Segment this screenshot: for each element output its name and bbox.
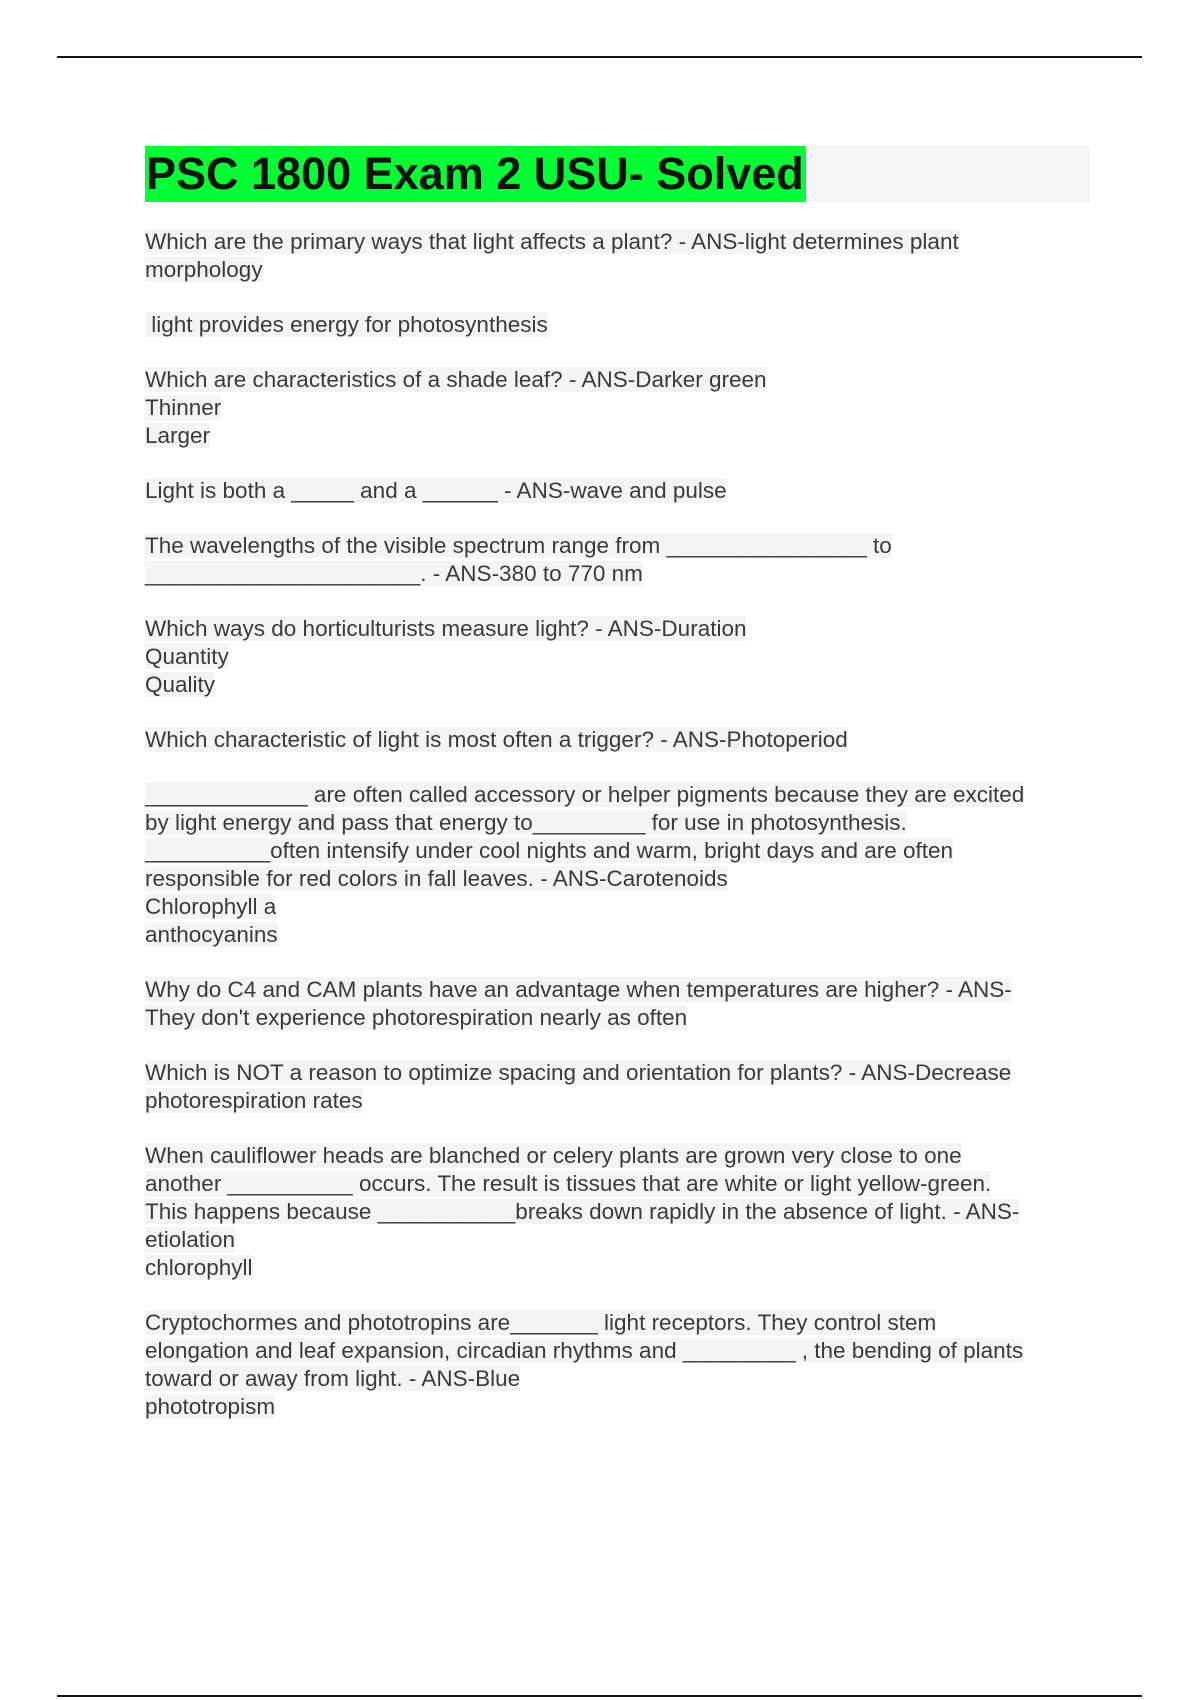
qa-line (145, 1226, 1090, 1254)
qa-item (145, 366, 1090, 450)
qa-line-text: The wavelengths of the visible spectrum range from ________________ to (145, 533, 892, 558)
qa-item (145, 976, 1090, 1032)
qa-line-text: Quality (145, 672, 216, 697)
qa-line-text: Which are characteristics of a shade leaf? - ANS-Darker green (145, 367, 767, 392)
qa-line-text: anthocyanins (145, 922, 278, 947)
qa-line-text: etiolation (145, 1227, 236, 1252)
qa-line (145, 837, 1090, 865)
top-rule (57, 56, 1142, 58)
qa-line-text: toward or away from light. - ANS-Blue (145, 1366, 521, 1391)
qa-line (145, 1059, 1090, 1087)
qa-line-text: When cauliflower heads are blanched or celery plants are grown very close to one (145, 1143, 962, 1168)
document-title: PSC 1800 Exam 2 USU- Solved (145, 146, 806, 202)
qa-line-text: Cryptochormes and phototropins are_______ light receptors. They control stem (145, 1310, 937, 1335)
qa-line (145, 1393, 1090, 1421)
qa-line (145, 1198, 1090, 1226)
qa-line-text: photorespiration rates (145, 1088, 363, 1113)
qa-line-text: They don't experience photorespiration nearly as often (145, 1005, 688, 1030)
qa-line (145, 1087, 1090, 1115)
qa-line (145, 1254, 1090, 1282)
qa-line-text: Which are the primary ways that light affects a plant? - ANS-light determines plant (145, 229, 959, 254)
qa-line (145, 1004, 1090, 1032)
qa-line-text: morphology (145, 257, 263, 282)
qa-line-text: light provides energy for photosynthesis (145, 312, 548, 337)
bottom-rule (57, 1695, 1142, 1697)
qa-line (145, 726, 1090, 754)
qa-line-text: Quantity (145, 644, 229, 669)
qa-line-text: responsible for red colors in fall leaves. - ANS-Carotenoids (145, 866, 728, 891)
qa-line-text: phototropism (145, 1394, 276, 1419)
qa-item (145, 726, 1090, 754)
qa-item (145, 615, 1090, 699)
qa-line-text: Light is both a _____ and a ______ - ANS-wave and pulse (145, 478, 727, 503)
qa-line (145, 1365, 1090, 1393)
qa-line-text: elongation and leaf expansion, circadian rhythms and _________ , the bending of plants (145, 1338, 1024, 1363)
qa-line (145, 532, 1090, 560)
qa-line (145, 1337, 1090, 1365)
qa-item (145, 311, 1090, 339)
qa-line-text: another __________ occurs. The result is tissues that are white or light yellow-green. (145, 1171, 992, 1196)
qa-line-text: Which is NOT a reason to optimize spacing and orientation for plants? - ANS-Decrease (145, 1060, 1012, 1085)
qa-item (145, 532, 1090, 588)
qa-line-text: by light energy and pass that energy to_________ for use in photosynthesis. (145, 810, 907, 835)
qa-line (145, 671, 1090, 699)
title-band (145, 146, 1090, 202)
qa-line (145, 256, 1090, 284)
qa-list (145, 228, 1090, 1421)
qa-line (145, 615, 1090, 643)
qa-line (145, 976, 1090, 1004)
qa-line (145, 865, 1090, 893)
qa-line (145, 422, 1090, 450)
qa-line (145, 366, 1090, 394)
qa-line-text: Larger (145, 423, 211, 448)
qa-line (145, 1142, 1090, 1170)
qa-line-text: Which characteristic of light is most often a trigger? - ANS-Photoperiod (145, 727, 848, 752)
qa-line (145, 394, 1090, 422)
qa-item (145, 1142, 1090, 1282)
qa-line (145, 781, 1090, 809)
qa-line-text: chlorophyll (145, 1255, 253, 1280)
qa-item (145, 781, 1090, 949)
qa-line-text: Thinner (145, 395, 222, 420)
qa-line (145, 921, 1090, 949)
qa-line (145, 809, 1090, 837)
qa-line (145, 560, 1090, 588)
qa-line-text: _____________ are often called accessory or helper pigments because they are excited (145, 782, 1025, 807)
qa-line-text: Which ways do horticulturists measure light? - ANS-Duration (145, 616, 747, 641)
qa-line (145, 893, 1090, 921)
qa-line (145, 311, 1090, 339)
document-body (145, 146, 1090, 1448)
qa-line-text: Chlorophyll a (145, 894, 277, 919)
qa-line-text: Why do C4 and CAM plants have an advantage when temperatures are higher? - ANS- (145, 977, 1012, 1002)
qa-line (145, 1170, 1090, 1198)
qa-line (145, 228, 1090, 256)
qa-line (145, 477, 1090, 505)
qa-line (145, 1309, 1090, 1337)
qa-line-text: ______________________. - ANS-380 to 770 nm (145, 561, 643, 586)
qa-item (145, 1309, 1090, 1421)
qa-item (145, 1059, 1090, 1115)
qa-line-text: __________often intensify under cool nights and warm, bright days and are often (145, 838, 954, 863)
qa-item (145, 228, 1090, 284)
qa-item (145, 477, 1090, 505)
qa-line-text: This happens because ___________breaks down rapidly in the absence of light. - ANS- (145, 1199, 1020, 1224)
qa-line (145, 643, 1090, 671)
